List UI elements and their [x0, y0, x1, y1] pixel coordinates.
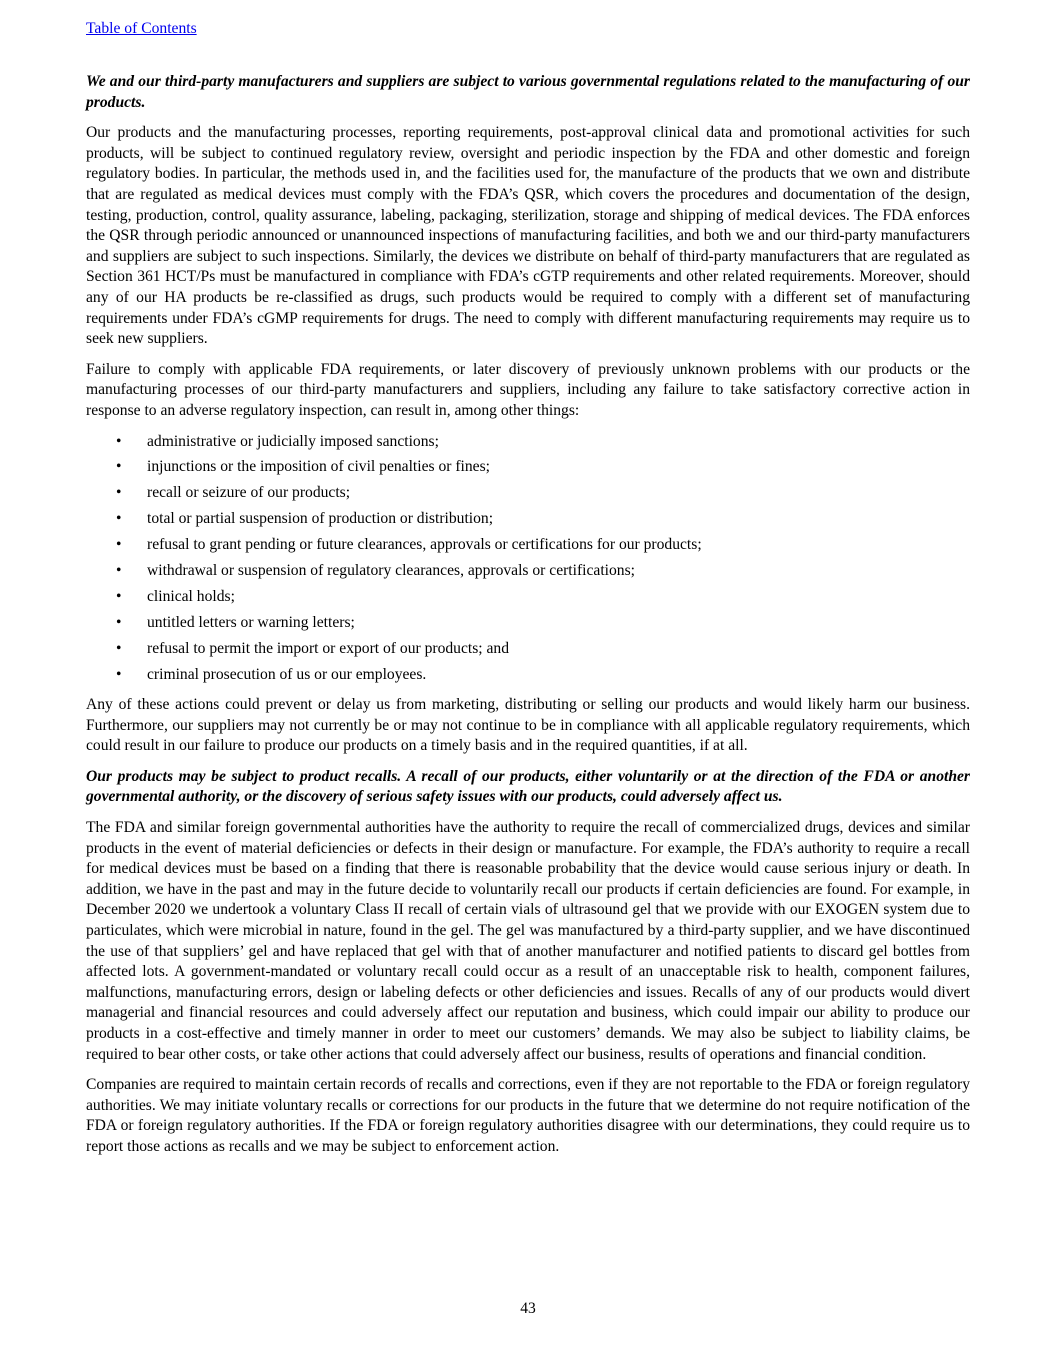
list-item [86, 613, 970, 634]
bullet-icon: • [116, 510, 122, 528]
bullet-icon: • [116, 484, 122, 502]
list-item [86, 587, 970, 608]
bullet-icon: • [116, 561, 122, 579]
paragraph: Our products and the manufacturing processes, reporting requirements, post-approval clinical data and promotional activities for such products, will be subject to continued regulatory review, oversight and periodic inspection by the FDA and other domestic and foreign regulatory bodies. In particular, the methods used in, and the facilities used for, the manufacture of the products that we own and distribute that are regulated as medical devices must comply with the FDA’s QSR, which covers the procedures and documentation of the design, testing, production, control, quality assurance, labeling, packaging, sterilization, storage and shipping of medical devices. The FDA enforces the QSR through periodic announced or unannounced inspections of manufacturing facilities, and both we and our third-party manufacturers and suppliers are subject to such inspections. Similarly, the devices we distribute on behalf of third-party manufacturers that are regulated as Section 361 HCT/Ps must be manufactured in compliance with FDA’s cGTP requirements and other related requirements. Moreover, should any of our HA products be re-classified as drugs, such products would be required to comply with a different set of manufacturing requirements under FDA’s cGMP requirements for drugs. The need to comply with different manufacturing requirements may require us to seek new suppliers. [86, 124, 970, 348]
list-item-text: criminal prosecution of us or our employees. [147, 665, 427, 683]
list-item-text: administrative or judicially imposed sanctions; [147, 432, 439, 450]
bullet-icon: • [116, 639, 122, 657]
paragraph: Any of these actions could prevent or delay us from marketing, distributing or selling our products and would likely harm our business. Furthermore, our suppliers may not currently be or may not continue to be in compliance with all applicable regulatory requirements, which could result in our failure to produce our products on a timely basis and in the required quantities, if at all. [86, 696, 970, 755]
table-of-contents-link[interactable]: Table of Contents [86, 20, 197, 37]
bullet-icon: • [116, 665, 122, 683]
list-item [86, 483, 970, 504]
list-item-text: recall or seizure of our products; [147, 484, 351, 502]
page-content [86, 72, 970, 1168]
paragraph: Failure to comply with applicable FDA requirements, or later discovery of previously unknown problems with our products or the manufacturing processes of our third-party manufacturers and suppliers, including any failure to take satisfactory corrective action in response to an adverse regulatory inspection, can result in, among other things: [86, 360, 970, 419]
list-item-text: withdrawal or suspension of regulatory clearances, approvals or certifications; [147, 561, 635, 579]
list-item [86, 432, 970, 453]
list-item [86, 639, 970, 660]
bullet-icon: • [116, 613, 122, 631]
consequences-list [86, 432, 970, 686]
list-item [86, 665, 970, 686]
list-item-text: total or partial suspension of production or distribution; [147, 510, 494, 528]
list-item-text: clinical holds; [147, 587, 235, 605]
section-heading-regulations: We and our third-party manufacturers and suppliers are subject to various governmental regulations related to the manufacturing of our products. [86, 73, 970, 111]
section-heading-recalls: Our products may be subject to product recalls. A recall of our products, either voluntarily or at the direction of the FDA or another governmental authority, or the discovery of serious safety issues with our products, could adversely affect us. [86, 767, 970, 806]
paragraph: Companies are required to maintain certain records of recalls and corrections, even if they are not reportable to the FDA or foreign regulatory authorities. We may initiate voluntary recalls or corrections for our products in the future that we determine do not require notification of the FDA or foreign regulatory authorities. If the FDA or foreign regulatory authorities disagree with our determinations, they could require us to report those actions as recalls and we may be subject to enforcement action. [86, 1076, 970, 1155]
bullet-icon: • [116, 458, 122, 476]
bullet-icon: • [116, 536, 122, 554]
list-item [86, 457, 970, 478]
list-item [86, 535, 970, 556]
paragraph: The FDA and similar foreign governmental authorities have the authority to require the recall of commercialized drugs, devices and similar products in the event of material deficiencies or defects in their design or manufacture. For example, the FDA’s authority to require a recall for medical devices must be based on a finding that there is reasonable probability that the device would cause serious injury or death. In addition, we have in the past and may in the future decide to voluntarily recall our products if certain deficiencies are found. For example, in December 2020 we undertook a voluntary Class II recall of certain vials of ultrasound gel that we provide with our EXOGEN system due to particulates, which were microbial in nature, found in the gel. The gel was manufactured by a third-party supplier, and we have discontinued the use of that suppliers’ gel and have replaced that gel with that of another manufacturer and notified patients to discard gel bottles from affected lots. A government-mandated or voluntary recall could occur as a result of an unacceptable risk to health, component failures, malfunctions, manufacturing errors, design or labeling defects or other deficiencies and issues. Recalls of any of our products would divert managerial and financial resources and could adversely affect our reputation and business, which could impair our ability to produce our products in a cost-effective and timely manner in order to meet our customers’ demands. We may also be subject to liability claims, be required to bear other costs, or take other actions that could adversely affect our business, results of operations and financial condition. [86, 819, 970, 1063]
list-item-text: refusal to permit the import or export of our products; and [147, 639, 510, 657]
bullet-icon: • [116, 432, 122, 450]
list-item [86, 509, 970, 530]
list-item-text: refusal to grant pending or future clearances, approvals or certifications for our products; [147, 536, 702, 554]
list-item [86, 561, 970, 582]
list-item-text: untitled letters or warning letters; [147, 613, 355, 631]
bullet-icon: • [116, 587, 122, 605]
page-number: 43 [520, 1300, 536, 1317]
list-item-text: injunctions or the imposition of civil penalties or fines; [147, 458, 491, 476]
